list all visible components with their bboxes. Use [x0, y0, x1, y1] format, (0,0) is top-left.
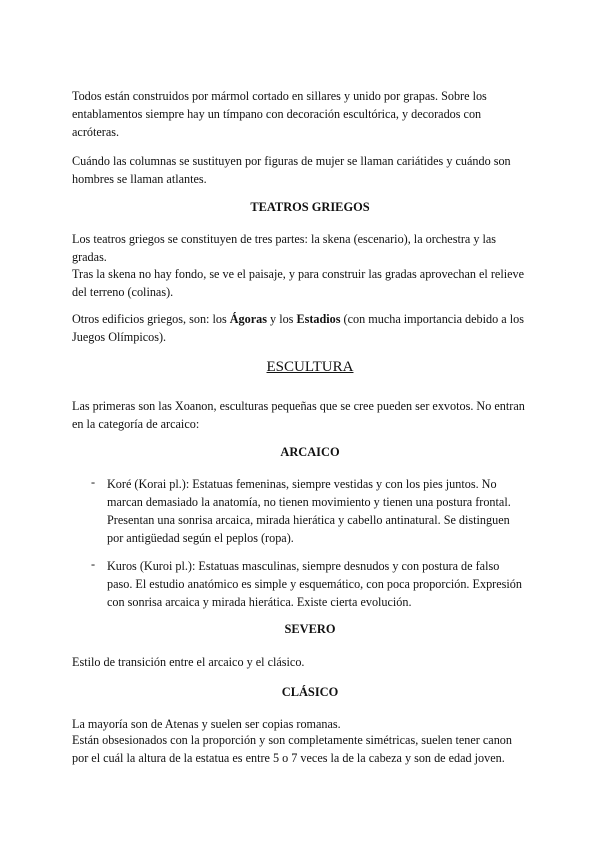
list-item-kore: Koré (Korai pl.): Estatuas femeninas, siempre vestidas y con los pies juntos. No marcan demasiado la anatomía, no tienen movimiento y tienen una postura frontal. Presentan una sonrisa arcaica, mirada hierática y cabello antinatural. Se distinguen por antigüedad según el peplos (ropa).: [107, 477, 511, 545]
term-agoras: Ágoras: [229, 312, 267, 326]
paragraph-cariatides: Cuándo las columnas se sustituyen por figuras de mujer se llaman cariátides y cuándo son hombres se llaman atlantes.: [72, 154, 511, 186]
otros-post: (con mucha importancia debido a los Juegos Olímpicos).: [72, 312, 524, 344]
paragraph-materials: Todos están construidos por mármol cortado en sillares y unido por grapas. Sobre los entablamentos siempre hay un tímpano con decoración escultórica, y decorados con acróteras.: [72, 89, 487, 139]
otros-mid: y los: [267, 312, 297, 326]
paragraph-clasico-proporcion: Están obsesionados con la proporción y son completamente simétricas, suelen tener canon por el cuál la altura de la estatua es entre 5 o 7 veces la de la cabeza y son de edad joven.: [72, 733, 512, 765]
otros-pre: Otros edificios griegos, son: los: [72, 312, 230, 326]
paragraph-clasico-atenas: La mayoría son de Atenas y suelen ser copias romanas.: [72, 717, 341, 731]
heading-clasico: CLÁSICO: [281, 685, 339, 699]
heading-escultura: ESCULTURA: [266, 359, 354, 375]
paragraph-severo: Estilo de transición entre el arcaico y el clásico.: [72, 655, 305, 669]
bullet-marker: -: [91, 475, 96, 489]
heading-severo: SEVERO: [284, 622, 336, 636]
paragraph-teatros-parts: Los teatros griegos se constituyen de tres partes: la skena (escenario), la orchestra y las gradas.: [72, 232, 497, 264]
bullet-marker: -: [91, 557, 96, 571]
heading-teatros-griegos: TEATROS GRIEGOS: [250, 200, 370, 214]
paragraph-xoanon: Las primeras son las Xoanon, esculturas pequeñas que se cree pueden ser exvotos. No entran en la categoría de arcaico:: [72, 399, 525, 431]
term-estadios: Estadios: [296, 312, 341, 326]
list-item-kuros: Kuros (Kuroi pl.): Estatuas masculinas, siempre desnudos y con postura de falso paso. El estudio anatómico es simple y esquemático, con poca proporción. Expresión con sonrisa arcaica y mirada hierática. Existe cierta evolución.: [107, 559, 522, 609]
heading-arcaico: ARCAICO: [280, 445, 340, 459]
paragraph-otros-edificios: [72, 310, 530, 346]
paragraph-teatros-skena: Tras la skena no hay fondo, se ve el paisaje, y para construir las gradas aprovechan el relieve del terreno (colinas).: [72, 267, 525, 299]
